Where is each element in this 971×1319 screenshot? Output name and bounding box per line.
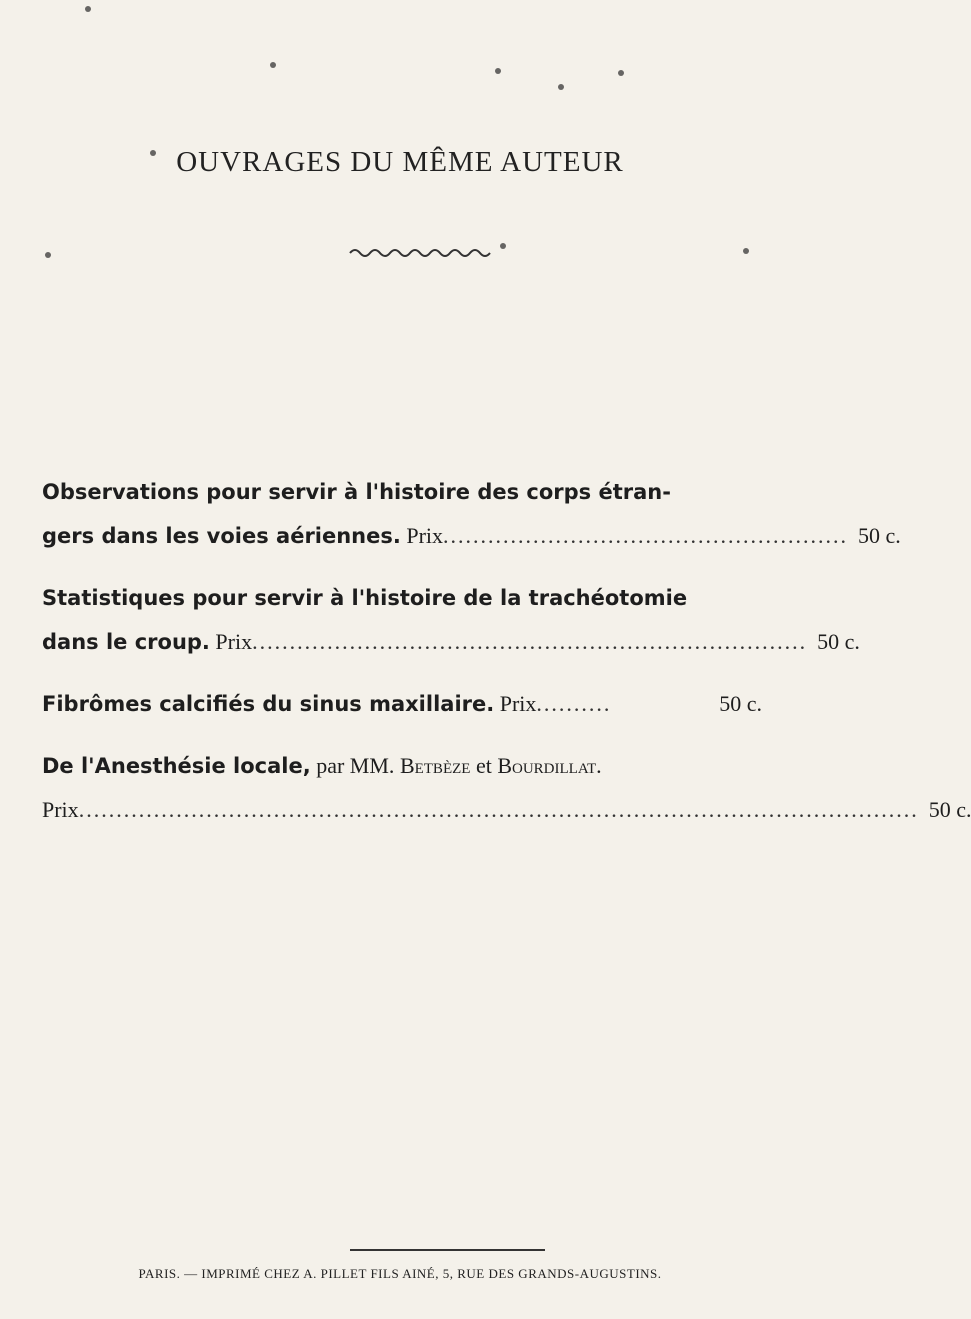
price: 50 c.	[817, 629, 860, 654]
printer-imprint: PARIS. — IMPRIMÉ CHEZ A. PILLET FILS AINÉ, 5, RUE DES GRANDS-AUGUSTINS.	[138, 1266, 662, 1281]
prix-label: Prix	[406, 523, 444, 548]
works-list	[42, 470, 971, 832]
dot-leader: ..........	[536, 691, 612, 716]
wavy-ornament	[350, 246, 490, 260]
page-heading: OUVRAGES DU MÊME AUTEUR	[176, 146, 624, 178]
price: 50 c.	[719, 691, 762, 716]
prix-label: Prix	[499, 691, 537, 716]
author-name: Bourdillat.	[497, 753, 602, 778]
entry-title-line: Observations pour servir à l'histoire des corps étran-	[42, 480, 671, 504]
footer-rule	[350, 1249, 545, 1251]
entry-title-line: gers dans les voies aériennes.	[42, 524, 401, 548]
list-item	[42, 682, 762, 726]
entry-title-line: Statistiques pour servir à l'histoire de la trachéotomie	[42, 586, 688, 610]
price: 50 c.	[858, 523, 901, 548]
entry-title-line: De l'Anesthésie locale,	[42, 754, 311, 778]
prix-label: Prix	[42, 797, 79, 822]
entry-by: par MM.	[316, 753, 395, 778]
dot-leader: ................................................................................................................	[78, 797, 919, 822]
prix-label: Prix	[215, 629, 253, 654]
author-name: Betbèze	[399, 753, 471, 778]
list-item	[42, 576, 860, 664]
dot-leader: ......................................................	[443, 523, 849, 548]
entry-title-line: Fibrômes calcifiés du sinus maxillaire.	[42, 692, 495, 716]
entry-title-line: dans le croup.	[42, 630, 210, 654]
list-item	[42, 744, 971, 832]
conjunction: et	[475, 753, 492, 778]
dot-leader: ..........................................................................	[252, 629, 808, 654]
list-item	[42, 470, 901, 558]
price: 50 c.	[928, 797, 971, 822]
